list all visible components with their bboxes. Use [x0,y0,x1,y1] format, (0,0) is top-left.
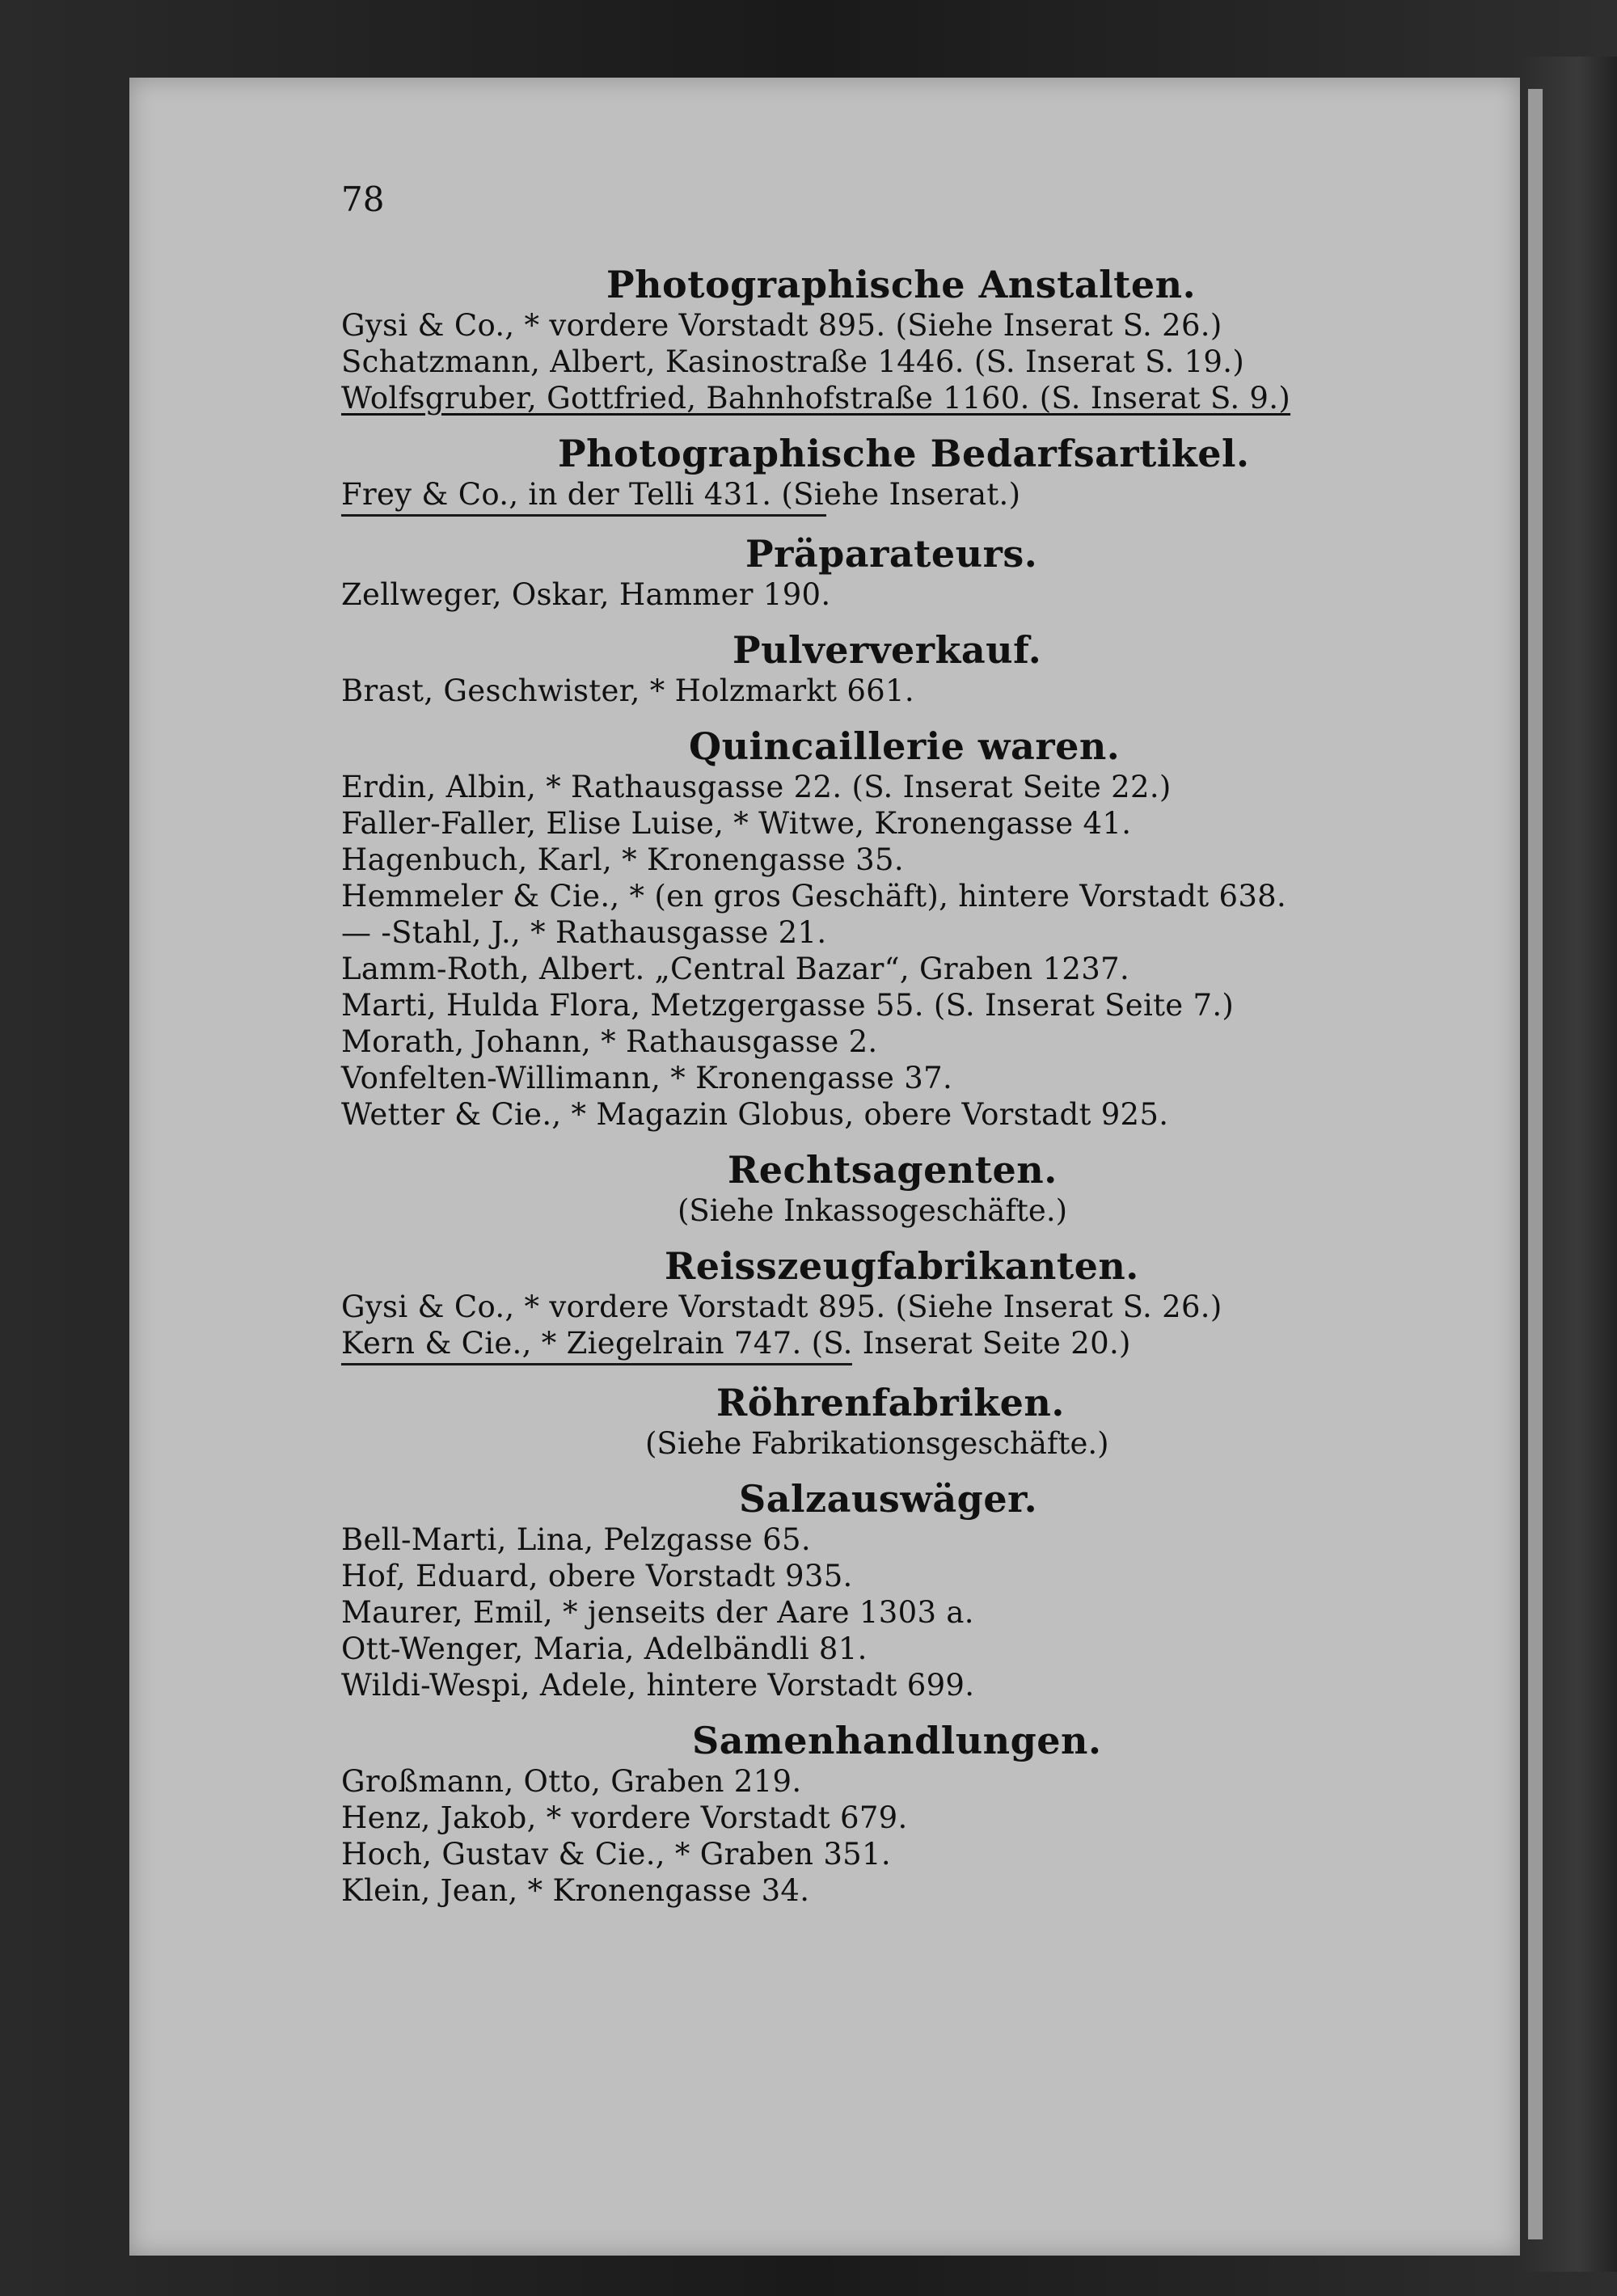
section-heading: Reisszeugfabrikanten. [665,1244,1139,1288]
directory-entry: Marti, Hulda Flora, Metzgergasse 55. (S. Inserat Seite 7.) [341,988,1235,1023]
cross-reference-note: (Siehe Fabrikationsgeschäfte.) [645,1426,1109,1461]
directory-entry: Ott-Wenger, Maria, Adelbändli 81. [341,1631,868,1666]
directory-entry: Gysi & Co., * vordere Vorstadt 895. (Siehe Inserat S. 26.) [341,308,1222,343]
section-heading: Rechtsagenten. [728,1148,1058,1192]
directory-entry: Hoch, Gustav & Cie., * Graben 351. [341,1837,891,1872]
directory-entry: Kern & Cie., * Ziegelrain 747. (S. Inserat Seite 20.) [341,1326,1131,1361]
section-heading: Samenhandlungen. [692,1719,1102,1762]
directory-entry: Henz, Jakob, * vordere Vorstadt 679. [341,1800,908,1835]
directory-entry: Hagenbuch, Karl, * Kronengasse 35. [341,842,904,877]
directory-entry: Frey & Co., in der Telli 431. (Siehe Inserat.) [341,477,1021,512]
section-quincaillerie [341,724,1408,1133]
page-number: 78 [341,179,385,219]
section-heading: Salzauswäger. [739,1477,1038,1521]
underline-rule [341,514,826,517]
section-praeparateurs [341,531,1408,613]
section-rechtsagenten [341,1147,1408,1229]
underline-rule [341,1363,852,1365]
directory-entry: Bell-Marti, Lina, Pelzgasse 65. [341,1522,811,1557]
directory-entry: Schatzmann, Albert, Kasinostraße 1446. (S. Inserat S. 19.) [341,344,1245,379]
directory-entry: Faller-Faller, Elise Luise, * Witwe, Kronengasse 41. [341,806,1132,841]
directory-entry: Morath, Johann, * Rathausgasse 2. [341,1024,878,1059]
section-heading: Photographische Bedarfsartikel. [558,432,1250,475]
section-heading: Präparateurs. [745,532,1038,576]
section-photographische-bedarfsartikel [341,431,1408,517]
section-samenhandlungen [341,1718,1408,1909]
directory-entry: Vonfelten-Willimann, * Kronengasse 37. [341,1061,953,1095]
section-photographische-anstalten [341,262,1408,416]
directory-entry: Hof, Eduard, obere Vorstadt 935. [341,1559,853,1593]
section-roehrenfabriken [341,1380,1408,1462]
section-pulververkauf [341,627,1408,709]
directory-entry: Großmann, Otto, Graben 219. [341,1764,802,1799]
page-edge-strip [1528,89,1543,2239]
directory-entry: Lamm-Roth, Albert. „Central Bazar“, Graben 1237. [341,952,1130,986]
directory-entry: Brast, Geschwister, * Holzmarkt 661. [341,673,914,708]
section-reisszeugfabrikanten [341,1243,1408,1365]
section-heading: Quincaillerie waren. [689,724,1121,768]
adjacent-page-edge [1520,57,1617,2272]
directory-entry: — -Stahl, J., * Rathausgasse 21. [341,915,827,950]
cross-reference-note: (Siehe Inkassogeschäfte.) [678,1193,1068,1228]
directory-entry: Gysi & Co., * vordere Vorstadt 895. (Siehe Inserat S. 26.) [341,1289,1222,1324]
directory-entry: Maurer, Emil, * jenseits der Aare 1303 a. [341,1595,974,1630]
directory-entry: Zellweger, Oskar, Hammer 190. [341,577,831,612]
directory-content [341,262,1408,1909]
directory-entry: Hemmeler & Cie., * (en gros Geschäft), hintere Vorstadt 638. [341,879,1287,914]
section-salzauswaeger [341,1476,1408,1703]
section-heading: Röhrenfabriken. [716,1381,1065,1424]
section-heading: Pulververkauf. [733,628,1042,672]
directory-entry-underlined: Wolfsgruber, Gottfried, Bahnhofstraße 1160. (S. Inserat S. 9.) [341,381,1291,416]
directory-entry: Wildi-Wespi, Adele, hintere Vorstadt 699. [341,1668,975,1703]
directory-entry: Klein, Jean, * Kronengasse 34. [341,1873,810,1908]
directory-entry: Wetter & Cie., * Magazin Globus, obere Vorstadt 925. [341,1097,1169,1132]
directory-entry: Erdin, Albin, * Rathausgasse 22. (S. Inserat Seite 22.) [341,770,1172,804]
section-heading: Photographische Anstalten. [606,263,1197,306]
